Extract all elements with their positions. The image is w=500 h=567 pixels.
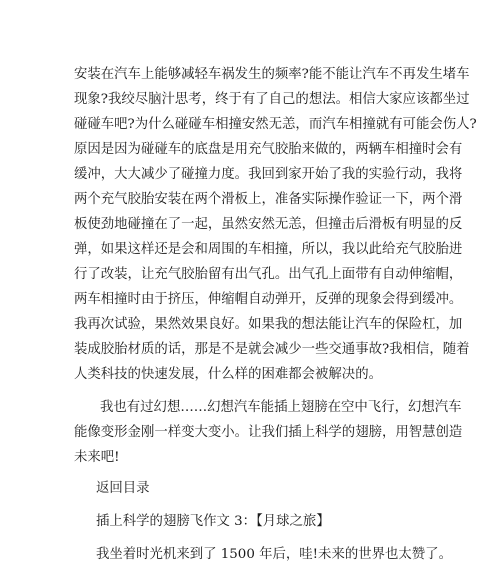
paragraph-2 <box>74 395 463 470</box>
text-line: 弹，如果这样还是会和周围的车相撞，所以，我以此给充气胶胎进 <box>74 242 463 257</box>
text-line: 能像变形金刚一样变大变小。让我们插上科学的翅膀，用智慧创造 <box>74 425 463 440</box>
text-line: 板使劲地碰撞在了一起，虽然安然无恙，但撞击后滑板有明显的反 <box>74 217 463 232</box>
text-line: 未来吧! <box>74 450 120 465</box>
section-heading: 插上科学的翅膀飞作文 3：【月球之旅】 <box>96 514 330 529</box>
text-line: 原因是因为碰碰车的底盘是用充气胶胎来做的，两辆车相撞时会有 <box>74 142 463 157</box>
text-line: 装成胶胎材质的话，那是不是就会减少一些交通事故?我相信，随着 <box>74 342 470 357</box>
text-line: 人类科技的快速发展，什么样的困难都会被解决的。 <box>74 367 382 382</box>
text-line: 我也有过幻想……幻想汽车能插上翅膀在空中飞行，幻想汽车 <box>100 400 462 415</box>
text-line: 缓冲，大大减少了碰撞力度。我回到家开始了我的实验行动，我将 <box>74 167 463 182</box>
document-page <box>74 62 477 567</box>
text-line: 安装在汽车上能够减轻车祸发生的频率?能不能让汽车不再发生堵车 <box>74 67 470 82</box>
text-line: 碰碰车吧?为什么碰碰车相撞安然无恙，而汽车相撞就有可能会伤人? <box>74 117 477 132</box>
text-line: 两车相撞时由于挤压，伸缩帽自动弹开，反弹的现象会得到缓冲。 <box>74 292 463 307</box>
paragraph-1 <box>74 62 477 387</box>
back-to-toc-link[interactable]: 返回目录 <box>96 481 150 496</box>
text-line: 现象?我绞尽脑汁思考，终于有了自己的想法。相信大家应该都坐过 <box>74 92 470 107</box>
paragraph-3-line: 我坐着时光机来到了 1500 年后，哇!未来的世界也太赞了。 <box>96 547 452 562</box>
text-line: 两个充气胶胎安装在两个滑板上，准备实际操作验证一下，两个滑 <box>74 192 463 207</box>
text-line: 我再次试验，果然效果良好。如果我的想法能让汽车的保险杠，加 <box>74 317 463 332</box>
text-line: 行了改装，让充气胶胎留有出气孔。出气孔上面带有自动伸缩帽， <box>74 267 463 282</box>
